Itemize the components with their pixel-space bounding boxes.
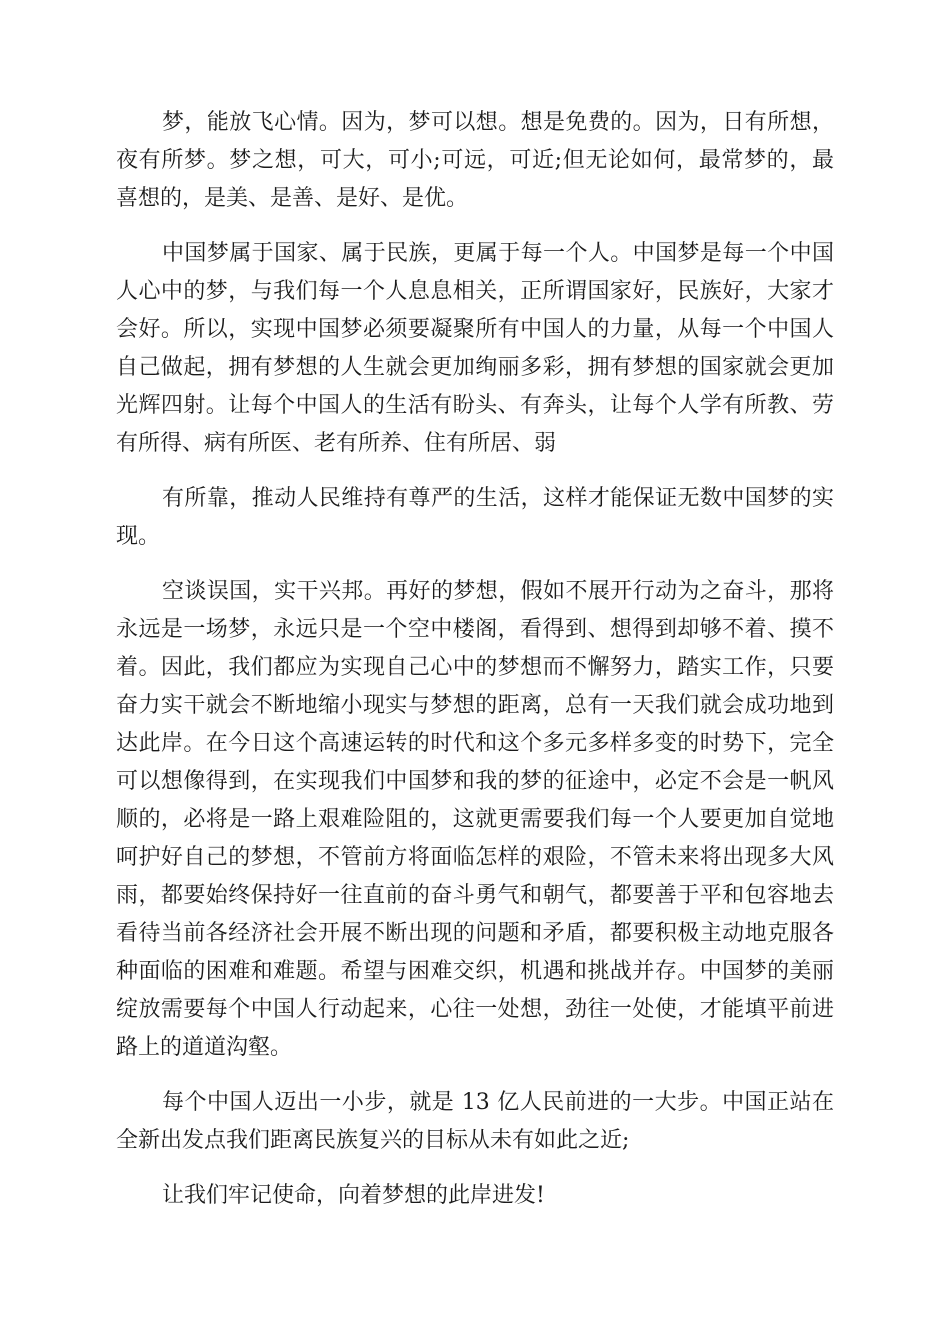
document-page <box>116 104 834 1232</box>
paragraph-3: 有所靠，推动人民维持有尊严的生活，这样才能保证无数中国梦的实现。 <box>116 486 834 549</box>
paragraph-1: 梦，能放飞心情。因为，梦可以想。想是免费的。因为，日有所想，夜有所梦。梦之想，可大，可小;可远，可近;但无论如何，最常梦的，最喜想的，是美、是善、是好、是优。 <box>116 110 834 211</box>
paragraph-4: 空谈误国，实干兴邦。再好的梦想，假如不展开行动为之奋斗，那将永远是一场梦，永远只是一个空中楼阁，看得到、想得到却够不着、摸不着。因此，我们都应为实现自己心中的梦想而不懈努力，踏实工作，只要奋力实干就会不断地缩小现实与梦想的距离，总有一天我们就会成功地到达此岸。在今日这个高速运转的时代和这个多元多样多变的时势下，完全可以想像得到，在实现我们中国梦和我的梦的征途中，必定不会是一帆风顺的，必将是一路上艰难险阻的，这就更需要我们每一个人要更加自觉地呵护好自己的梦想，不管前方将面临怎样的艰险，不管未来将出现多大风雨，都要始终保持好一往直前的奋斗勇气和朝气，都要善于平和包容地去看待当前各经济社会开展不断出现的问题和矛盾，都要积极主动地克服各种面临的困难和难题。希望与困难交织，机遇和挑战并存。中国梦的美丽绽放需要每个中国人行动起来，心往一处想，劲往一处使，才能填平前进路上的道道沟壑。 <box>116 579 834 1060</box>
paragraph-2: 中国梦属于国家、属于民族，更属于每一个人。中国梦是每一个中国人心中的梦，与我们每一个人息息相关，正所谓国家好，民族好，大家才会好。所以，实现中国梦必须要凝聚所有中国人的力量，从每一个中国人自己做起，拥有梦想的人生就会更加绚丽多彩，拥有梦想的国家就会更加光辉四射。让每个中国人的生活有盼头、有奔头，让每个人学有所教、劳有所得、病有所医、老有所养、住有所居、弱 <box>116 241 834 456</box>
paragraph-6: 让我们牢记使命，向着梦想的此岸进发! <box>162 1183 545 1208</box>
paragraph-5: 每个中国人迈出一小步，就是 13 亿人民前进的一大步。中国正站在全新出发点我们距离民族复兴的目标从未有如此之近; <box>116 1090 834 1153</box>
